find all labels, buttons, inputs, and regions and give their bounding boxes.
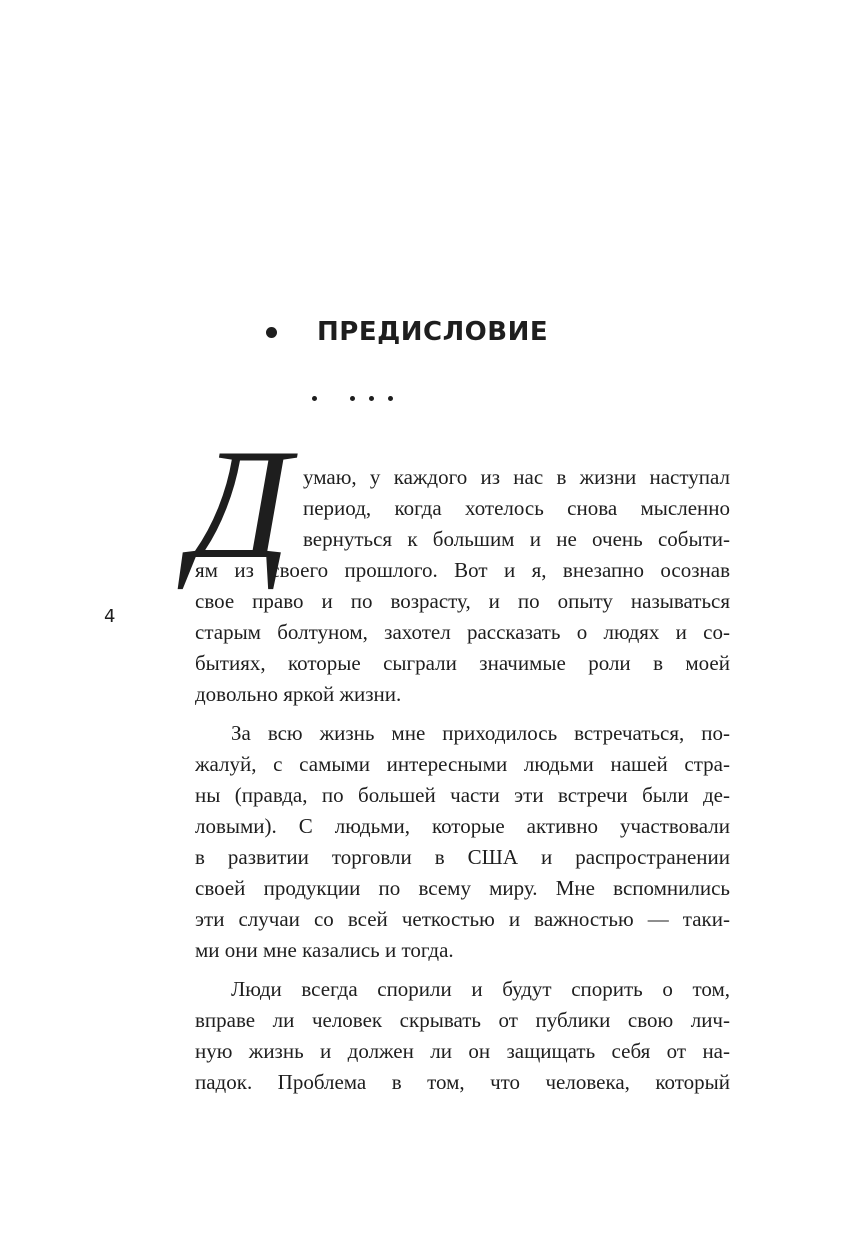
text-line: своей продукции по всему миру. Мне вспомнились [195, 876, 730, 900]
dot-icon [369, 396, 374, 401]
text-line: ны (правда, по большей части эти встречи были де- [195, 783, 730, 807]
page-number: 4 [104, 606, 116, 627]
text-line: Люди всегда спорили и будут спорить о том, [231, 977, 730, 1001]
drop-cap: Д [190, 417, 291, 592]
dot-icon [350, 396, 355, 401]
chapter-heading [262, 312, 548, 352]
text-line: ми они мне казались и тогда. [195, 938, 454, 962]
text-line: жалуй, с самыми интересными людьми нашей стра- [195, 752, 730, 776]
text-line: вернуться к большим и не очень событи- [303, 527, 730, 551]
text-line: старым болтуном, захотел рассказать о людях и со- [195, 620, 730, 644]
body-text [195, 462, 730, 1098]
text-line: в развитии торговли в США и распространении [195, 845, 730, 869]
text-line: вправе ли человек скрывать от публики свою лич- [195, 1008, 730, 1032]
text-line: ную жизнь и должен ли он защищать себя от на- [195, 1039, 730, 1063]
text-line: умаю, у каждого из нас в жизни наступал [303, 465, 730, 489]
text-line: эти случаи со всей четкостью и важностью — таки- [195, 907, 730, 931]
text-line: довольно яркой жизни. [195, 682, 402, 706]
dot-icon [312, 396, 317, 401]
dot-icon [388, 396, 393, 401]
text-line: ловыми). С людьми, которые активно участвовали [195, 814, 730, 838]
text-line: бытиях, которые сыграли значимые роли в моей [195, 651, 730, 675]
text-line: За всю жизнь мне приходилось встречаться, по- [231, 721, 730, 745]
chapter-title: ПРЕДИСЛОВИЕ [317, 317, 549, 347]
text-line: свое право и по возрасту, и по опыту называться [195, 589, 730, 613]
text-line: ям из своего прошлого. Вот и я, внезапно осознав [195, 558, 730, 582]
text-line: период, когда хотелось снова мысленно [303, 496, 730, 520]
ornament-dots [312, 396, 402, 404]
bullet-icon [266, 327, 277, 338]
text-line: падок. Проблема в том, что человека, который [195, 1070, 730, 1094]
